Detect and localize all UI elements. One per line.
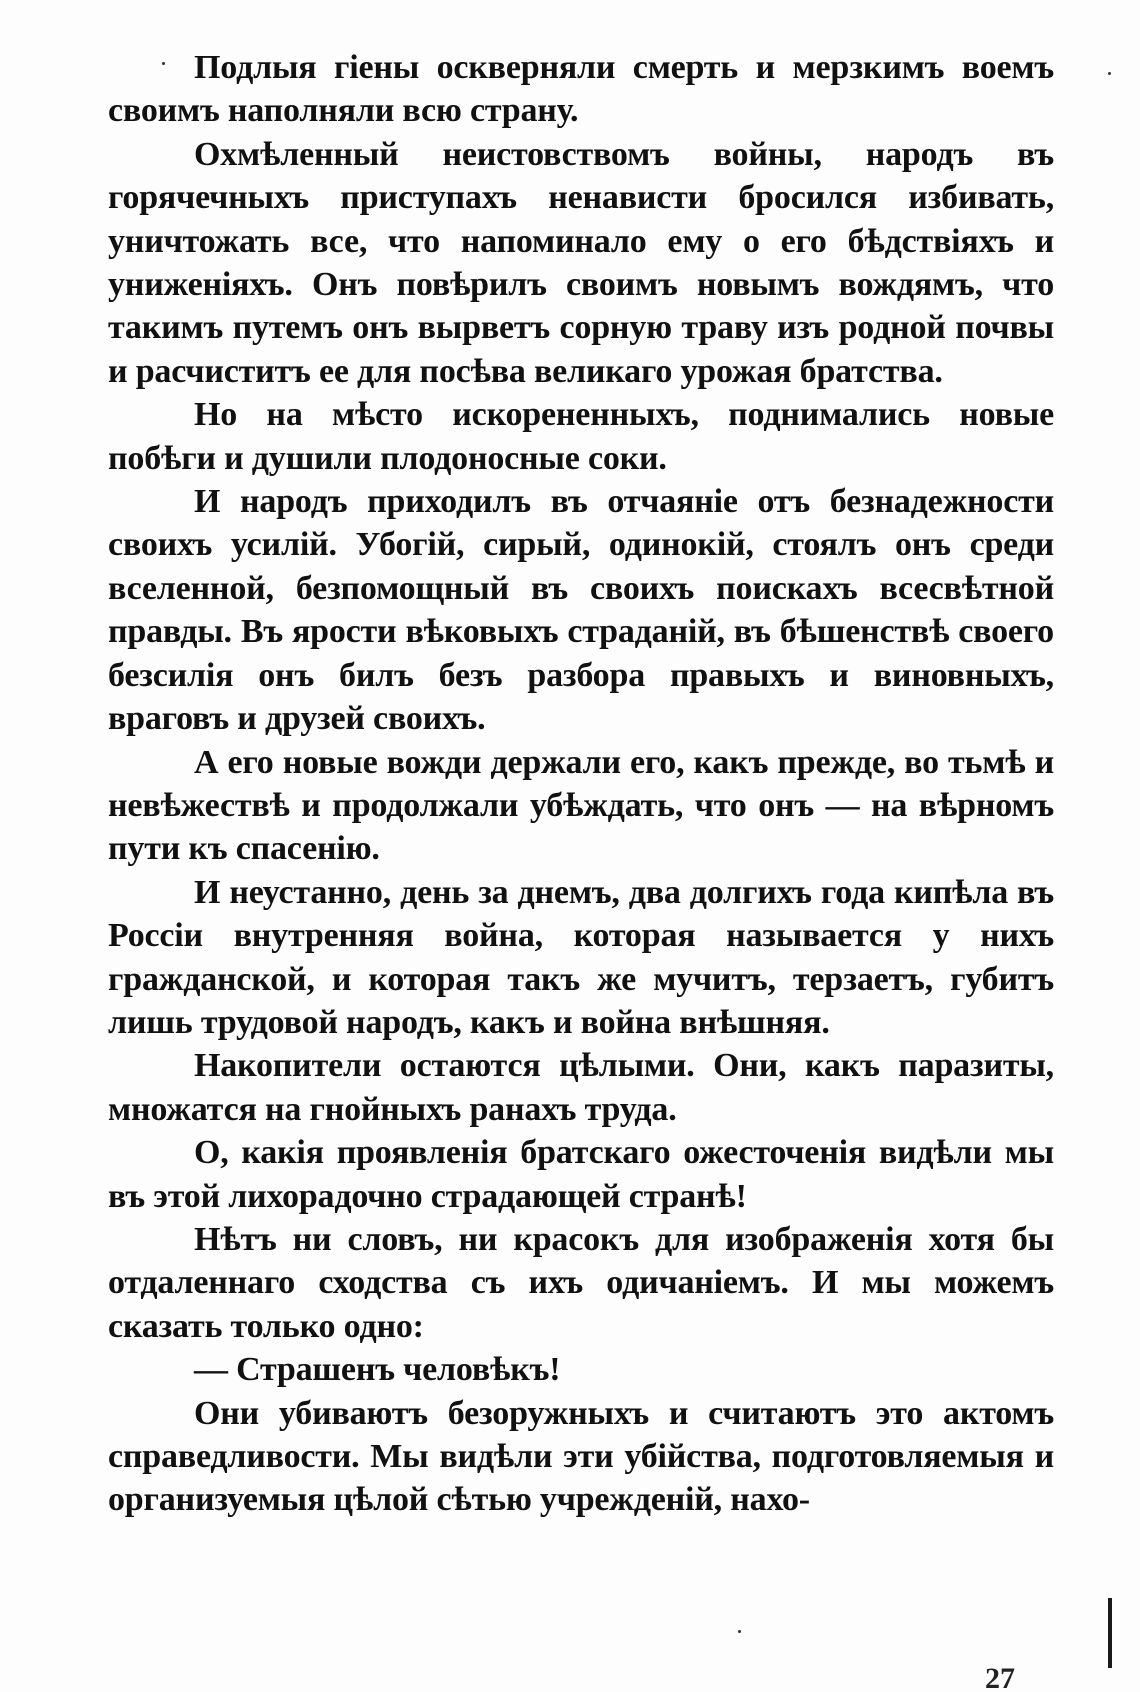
scan-edge-mark xyxy=(1108,1598,1112,1668)
page-body-text xyxy=(108,46,1054,1522)
paragraph-7: Накопители остаются цѣлыми. Они, какъ паразиты, множатся на гнойныхъ ранахъ труда. xyxy=(108,1047,1054,1128)
paragraph-4: И народъ приходилъ въ отчаяніе отъ безнадежности своихъ усилій. Убогій, сирый, одинокій, стоялъ онъ среди вселенной, безпомощный въ своихъ поискахъ всесвѣтной правды. Въ ярости вѣковыхъ страданій, въ бѣшенствѣ своего безсилія онъ билъ безъ разбора правыхъ и виновныхъ, враговъ и друзей своихъ. xyxy=(108,483,1054,738)
paragraph-1: Подлыя гіены оскверняли смерть и мерзкимъ воемъ своимъ наполняли всю страну. xyxy=(108,49,1054,130)
paragraph-3: Но на мѣсто искорененныхъ, поднимались новые побѣги и душили плодоносные соки. xyxy=(108,396,1054,477)
scan-speck xyxy=(162,62,165,65)
paragraph-10-dialogue: — Страшенъ человѣкъ! xyxy=(194,1351,561,1389)
paragraph-9: Нѣтъ ни словъ, ни красокъ для изображенія хотя бы отдаленнаго сходства съ ихъ одичаніемъ. И мы можемъ сказать только одно: xyxy=(108,1220,1054,1345)
paragraph-5: А его новые вожди держали его, какъ прежде, во тьмѣ и невѣжествѣ и продолжали убѣждать, что онъ — на вѣрномъ пути къ спасенію. xyxy=(108,743,1054,868)
paragraph-2: Охмѣленный неистовствомъ войны, народъ въ горячечныхъ приступахъ ненависти бросился избивать, уничтожать все, что напоминало ему о его бѣдствіяхъ и униженіяхъ. Онъ повѣрилъ своимъ новымъ вождямъ, что такимъ путемъ онъ вырветъ сорную траву изъ родной почвы и расчиститъ ее для посѣва великаго урожая братства. xyxy=(108,135,1054,390)
scan-speck xyxy=(1108,72,1111,75)
paragraph-8: О, какія проявленія братскаго ожесточенія видѣли мы въ этой лихорадочно страдающей странѣ! xyxy=(108,1134,1054,1215)
page-number: 27 xyxy=(985,1662,1015,1692)
paragraph-11: Они убиваютъ безоружныхъ и считаютъ это актомъ справедливости. Мы видѣли эти убійства, подготовляемыя и организуемыя цѣлой сѣтью учрежденій, нахо- xyxy=(108,1394,1054,1519)
paragraph-6: И неустанно, день за днемъ, два долгихъ года кипѣла въ Россіи внутренняя война, которая называется у нихъ гражданской, и которая такъ же мучитъ, терзаетъ, губитъ лишь трудовой народъ, какъ и война внѣшняя. xyxy=(108,873,1054,1041)
scan-speck xyxy=(738,1630,741,1633)
